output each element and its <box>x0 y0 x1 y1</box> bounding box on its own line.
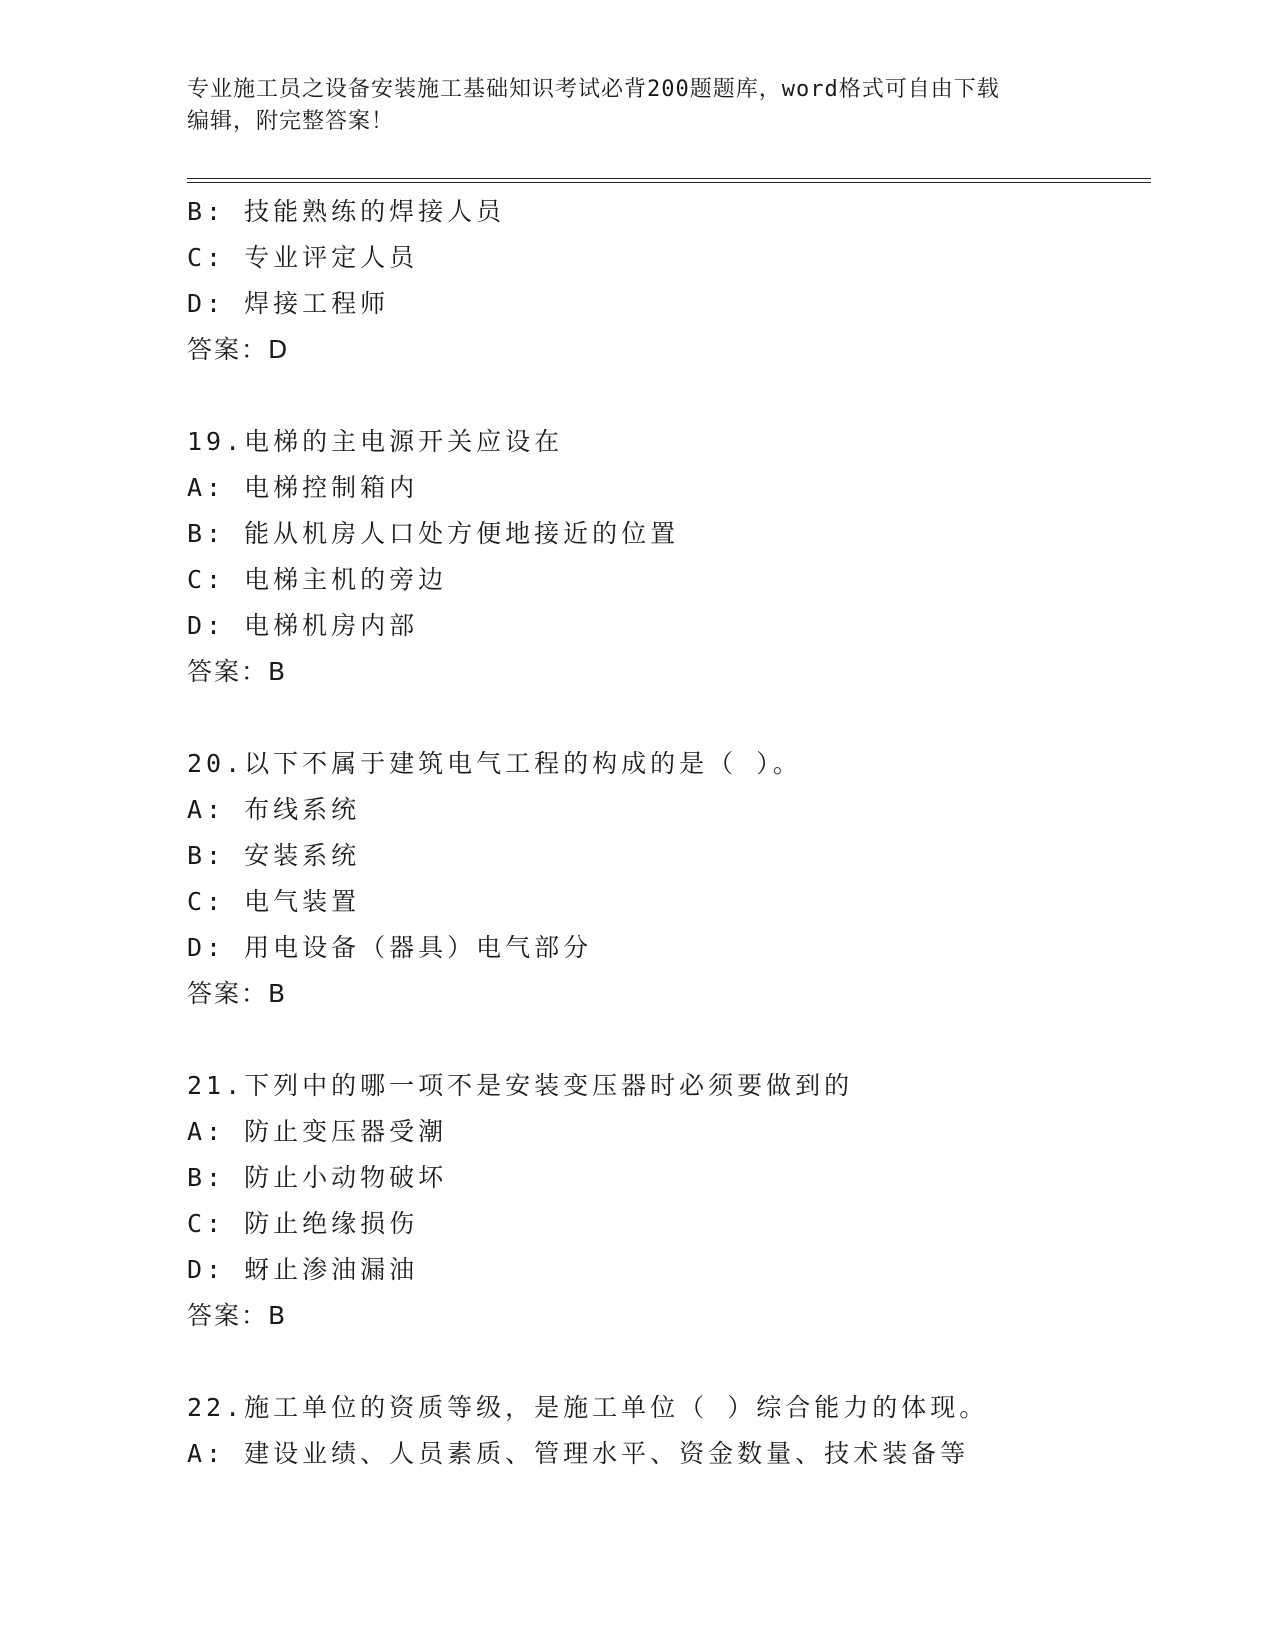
spacer <box>187 1339 1151 1385</box>
option-b: B: 防止小动物破坏 <box>187 1163 448 1192</box>
answer: 答案：B <box>187 657 288 686</box>
header-line-2: 编辑，附完整答案！ <box>187 109 395 134</box>
question-text: 20.以下不属于建筑电气工程的构成的是（ ）。 <box>187 749 802 778</box>
option-d: D: 焊接工程师 <box>187 289 390 318</box>
answer: 答案：B <box>187 1301 288 1330</box>
question-block <box>187 1063 1151 1339</box>
option-c: C: 专业评定人员 <box>187 243 419 272</box>
question-block <box>187 741 1151 1017</box>
header-divider-bottom <box>187 182 1151 183</box>
option-a: A: 布线系统 <box>187 795 361 824</box>
option-c: C: 电梯主机的旁边 <box>187 565 448 594</box>
option-c: C: 防止绝缘损伤 <box>187 1209 419 1238</box>
option-d: D: 蚜止渗油漏油 <box>187 1255 419 1284</box>
question-text: 21.下列中的哪一项不是安装变压器时必须要做到的 <box>187 1071 854 1100</box>
option-b: B: 能从机房人口处方便地接近的位置 <box>187 519 680 548</box>
answer: 答案：D <box>187 335 290 364</box>
answer: 答案：B <box>187 979 288 1008</box>
question-block <box>187 1385 1151 1477</box>
spacer <box>187 373 1151 419</box>
option-a: A: 防止变压器受潮 <box>187 1117 448 1146</box>
option-a: A: 电梯控制箱内 <box>187 473 419 502</box>
question-text: 22.施工单位的资质等级，是施工单位（ ）综合能力的体现。 <box>187 1393 989 1422</box>
option-b: B: 安装系统 <box>187 841 361 870</box>
option-d: D: 电梯机房内部 <box>187 611 419 640</box>
document-header <box>187 74 1087 138</box>
option-b: B: 技能熟练的焊接人员 <box>187 197 506 226</box>
option-a: A: 建设业绩、人员素质、管理水平、资金数量、技术装备等 <box>187 1439 970 1468</box>
spacer <box>187 1017 1151 1063</box>
question-block <box>187 419 1151 695</box>
option-d: D: 用电设备（器具）电气部分 <box>187 933 593 962</box>
option-c: C: 电气装置 <box>187 887 361 916</box>
header-line-1: 专业施工员之设备安装施工基础知识考试必背200题题库，word格式可自由下载 <box>187 77 1000 102</box>
question-block <box>187 189 1151 373</box>
question-text: 19.电梯的主电源开关应设在 <box>187 427 564 456</box>
header-divider-top <box>187 178 1151 179</box>
spacer <box>187 695 1151 741</box>
question-list <box>187 189 1151 1477</box>
